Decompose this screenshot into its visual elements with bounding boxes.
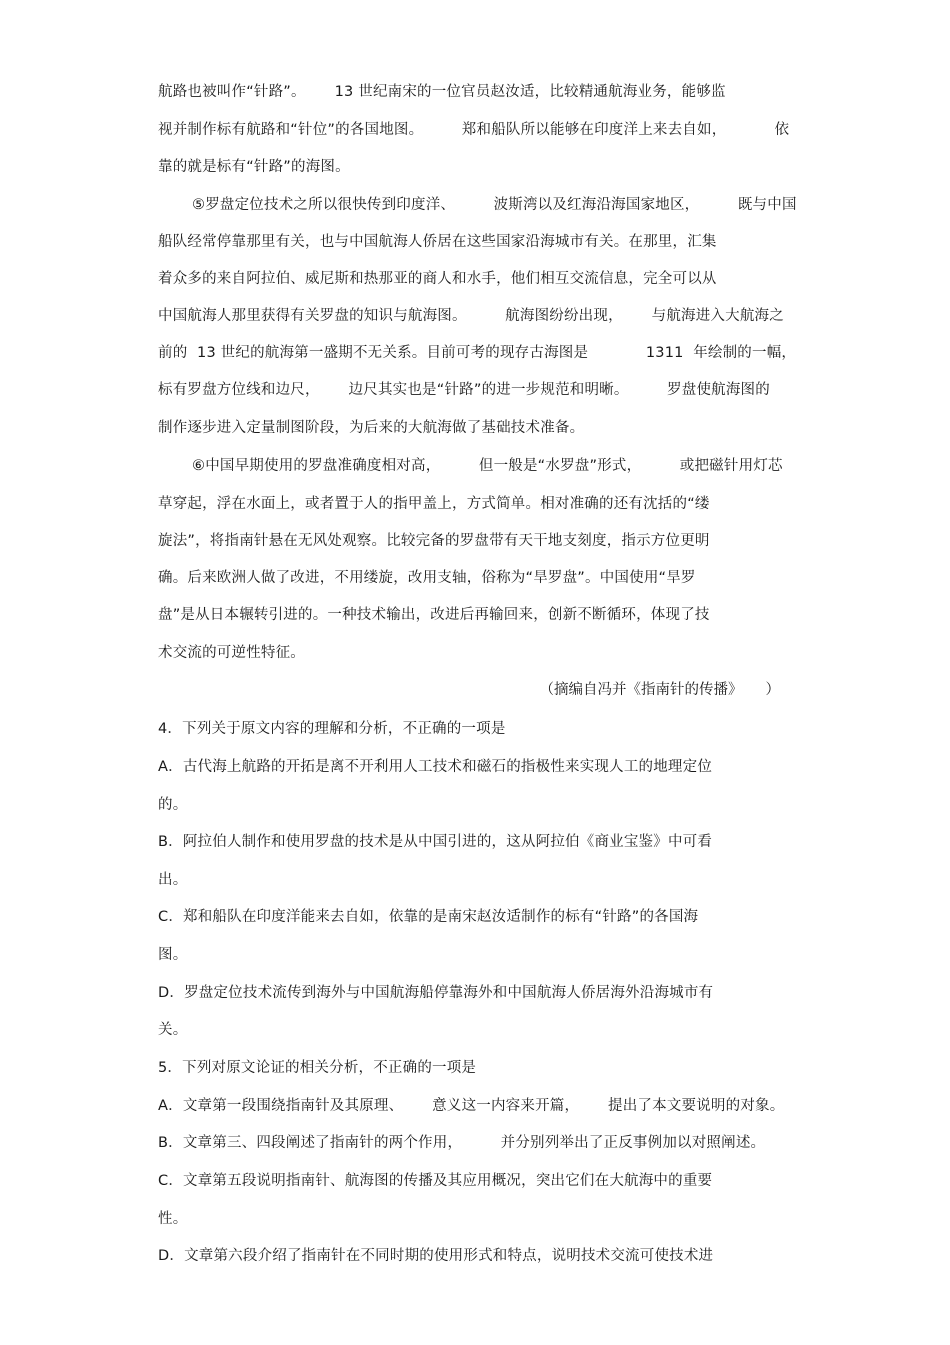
text-line: 旋法”，将指南针悬在无风处观察。比较完备的罗盘带有天干地支刻度，指示方位更明 [158,533,710,549]
option-a: A．古代海上航路的开拓是离不开利用人工技术和磁石的指极性来实现人工的地理定位 [158,759,713,775]
option-c: C．郑和船队在印度洋能来去自如，依靠的是南宋赵汝适制作的标有“针路”的各国海 [158,909,699,925]
option-b: B．文章第三、四段阐述了指南针的两个作用， 并分别列举出了正反事例加以对照阐述。 [158,1135,766,1151]
text-line: 盘”是从日本辗转引进的。一种技术输出，改进后再输回来，创新不断循环，体现了技 [158,607,710,623]
option-c-cont: 图。 [158,947,188,963]
question-stem: 5．下列对原文论证的相关分析，不正确的一项是 [158,1060,477,1076]
option-a-cont: 的。 [158,797,188,813]
text-line: 着众多的来自阿拉伯、威尼斯和热那亚的商人和水手，他们相互交流信息，完全可以从 [158,271,717,287]
option-b: B．阿拉伯人制作和使用罗盘的技术是从中国引进的，这从阿拉伯《商业宝鉴》中可看 [158,834,713,850]
text-line: 视并制作标有航路和“针位”的各国地图。 郑和船队所以能够在印度洋上来去自如， 依 [158,122,790,138]
option-c-cont: 性。 [158,1211,188,1227]
option-d: D．罗盘定位技术流传到海外与中国航海船停靠海外和中国航海人侨居海外沿海城市有 [158,985,714,1001]
option-d: D．文章第六段介绍了指南针在不同时期的使用形式和特点，说明技术交流可使技术进 [158,1248,714,1264]
text-line: 船队经常停靠那里有关，也与中国航海人侨居在这些国家沿海城市有关。在那里，汇集 [158,234,717,250]
text-line: 确。后来欧洲人做了改进，不用缕旋，改用支轴，俗称为“旱罗盘”。中国使用“旱罗 [158,570,696,586]
option-a: A．文章第一段围绕指南针及其原理、 意义这一内容来开篇， 提出了本文要说明的对象。 [158,1098,785,1114]
option-c: C．文章第五段说明指南针、航海图的传播及其应用概况，突出它们在大航海中的重要 [158,1173,713,1189]
text-line: ⑥中国早期使用的罗盘准确度相对高， 但一般是“水罗盘”形式， 或把磁针用灯芯 [192,458,783,474]
text-line: 草穿起，浮在水面上，或者置于人的指甲盖上，方式简单。相对准确的还有沈括的“缕 [158,496,710,512]
text-line: 靠的就是标有“针路”的海图。 [158,159,350,175]
text-line: ⑤罗盘定位技术之所以很快传到印度洋、 波斯湾以及红海沿海国家地区， 既与中国 [192,197,797,213]
question-stem: 4．下列关于原文内容的理解和分析，不正确的一项是 [158,721,506,737]
text-line: 制作逐步进入定量制图阶段，为后来的大航海做了基础技术准备。 [158,420,585,436]
text-line: 术交流的可逆性特征。 [158,645,305,661]
text-line: 航路也被叫作“针路”。 13 世纪南宋的一位官员赵汝适，比较精通航海业务，能够监 [158,84,726,100]
source-citation: （摘编自冯并《指南针的传播》 ） [539,682,780,698]
option-d-cont: 关。 [158,1022,188,1038]
text-line: 标有罗盘方位线和边尺， 边尺其实也是“针路”的进一步规范和明晰。 罗盘使航海图的 [158,382,770,398]
text-line: 前的 13 世纪的航海第一盛期不无关系。目前可考的现存古海图是 1311 年绘制的一幅， [158,345,797,361]
option-b-cont: 出。 [158,872,188,888]
text-line: 中国航海人那里获得有关罗盘的知识与航海图。 航海图纷纷出现， 与航海进入大航海之 [158,308,784,324]
